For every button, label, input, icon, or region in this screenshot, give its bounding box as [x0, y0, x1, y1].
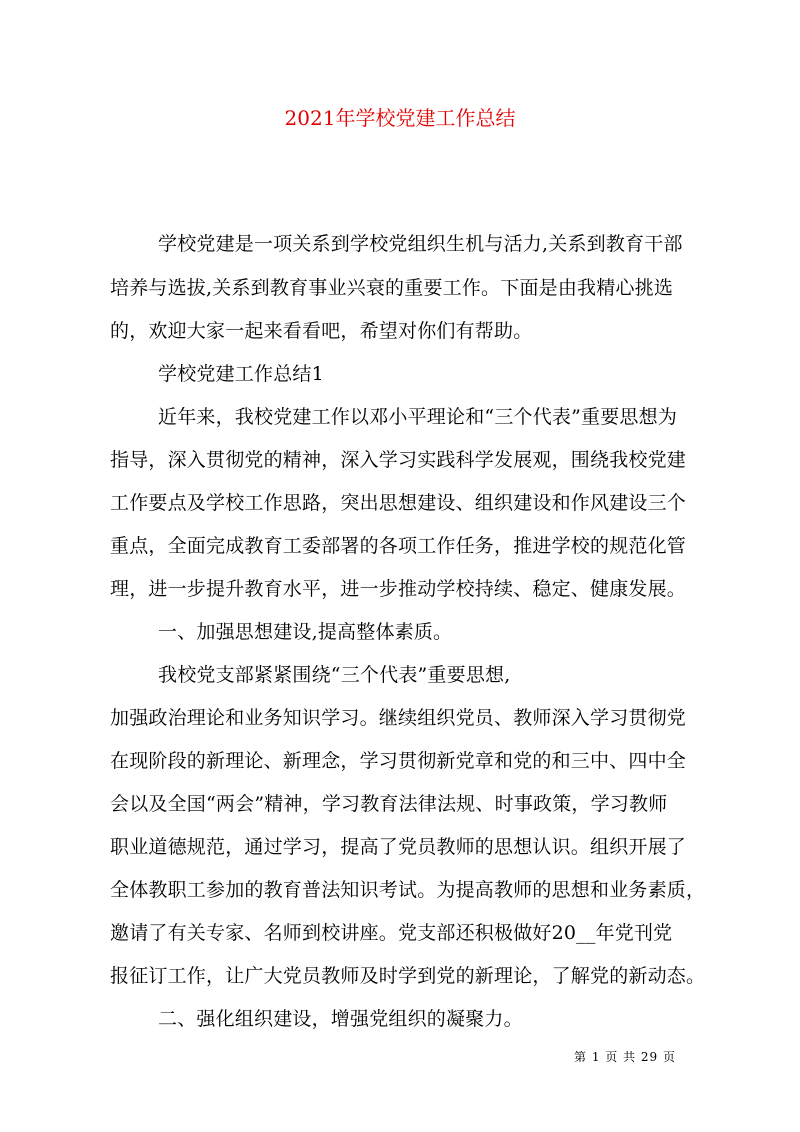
- page-number: 第 1 页 共 29 页: [574, 1050, 676, 1064]
- body-line: 在现阶段的新理论、新理念，学习贯彻新党章和党的和三中、四中全: [110, 750, 687, 772]
- body-line: 学校党建是一项关系到学校党组织生机与活力,关系到教育干部: [158, 233, 683, 255]
- body-line: 全体教职工参加的教育普法知识考试。为提高教师的思想和业务素质，: [110, 879, 706, 901]
- body-line: 指导，深入贯彻党的精神，深入学习实践科学发展观，围绕我校党建: [110, 449, 687, 471]
- body-line: 加强政治理论和业务知识学习。继续组织党员、教师深入学习贯彻党: [110, 707, 687, 729]
- section-heading: 学校党建工作总结1: [158, 363, 324, 385]
- body-line: 重点，全面完成教育工委部署的各项工作任务，推进学校的规范化管: [110, 535, 687, 557]
- body-line: 报征订工作，让广大党员教师及时学到党的新理论，了解党的新动态。: [110, 965, 706, 987]
- section-heading: 一、加强思想建设,提高整体素质。: [158, 621, 453, 643]
- body-line: 的，欢迎大家一起来看看吧，希望对你们有帮助。: [110, 320, 533, 342]
- body-line: 我校党支部紧紧围绕“三个代表”重要思想,: [158, 664, 511, 686]
- body-line: 邀请了有关专家、名师到校讲座。党支部还积极做好20__年党刊党: [110, 922, 673, 944]
- document-title: 2021年学校党建工作总结: [284, 106, 516, 130]
- body-line: 培养与选拔,关系到教育事业兴衰的重要工作。下面是由我精心挑选: [110, 277, 674, 299]
- section-heading: 二、强化组织建设，增强党组织的凝聚力。: [158, 1008, 523, 1030]
- body-line: 会以及全国“两会”精神，学习教育法律法规、时事政策，学习教师: [110, 793, 668, 815]
- body-line: 职业道德规范，通过学习，提高了党员教师的思想认识。组织开展了: [110, 836, 687, 858]
- body-line: 近年来，我校党建工作以邓小平理论和“三个代表”重要思想为: [158, 406, 678, 428]
- body-line: 工作要点及学校工作思路，突出思想建设、组织建设和作风建设三个: [110, 492, 687, 514]
- body-line: 理，进一步提升教育水平，进一步推动学校持续、稳定、健康发展。: [110, 578, 687, 600]
